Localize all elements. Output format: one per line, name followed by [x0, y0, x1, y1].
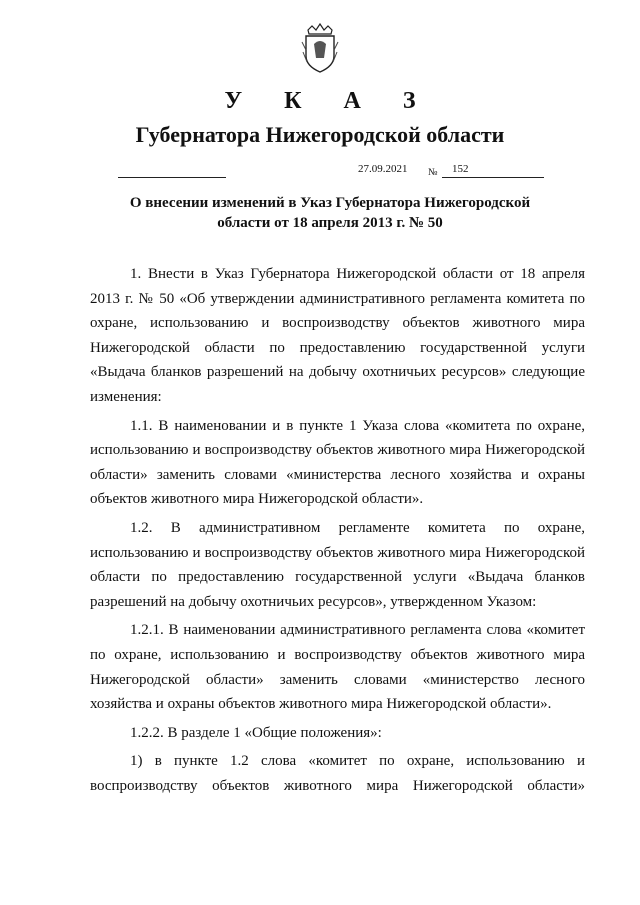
document-date: 27.09.2021	[358, 163, 408, 175]
document-heading: О внесении изменений в Указ Губернатора Нижегородской области от 18 апреля 2013 г. № 50	[129, 195, 531, 231]
paragraph-item-1: 1) в пункте 1.2 слова «комитет по охране, использованию и воспроизводству объектов животного мира Нижегородской области»	[90, 753, 585, 794]
paragraph-1-2-2: 1.2.2. В разделе 1 «Общие положения»:	[130, 724, 382, 741]
paragraph-1-1: 1.1. В наименовании и в пункте 1 Указа слова «комитета по охране, использованию и воспроизводству объектов животного мира Нижегородской области» заменить словами «министерства лесного хозяйства и охраны объектов животного мира Нижегородской области».	[90, 417, 585, 508]
number-label: №	[428, 167, 438, 178]
document-body	[90, 262, 585, 802]
signature-blank-line	[118, 177, 226, 178]
paragraph-1: 1. Внести в Указ Губернатора Нижегородской области от 18 апреля 2013 г. № 50 «Об утверждении административного регламента комитета по охране, использованию и воспроизводству объектов животного мира Нижегородской области по предоставлению государственной услуги «Выдача бланков разрешений на добычу охотничьих ресурсов» следующие изменения:	[90, 266, 585, 405]
number-blank-line	[442, 177, 544, 178]
paragraph-1-2: 1.2. В административном регламенте комитета по охране, использованию и воспроизводству объектов животного мира Нижегородской области по предоставлению государственной услуги «Выдача бланков разрешений на добычу охотничьих ресурсов», утвержденном Указом:	[90, 519, 585, 610]
document-number: 152	[452, 163, 469, 175]
paragraph-1-2-1: 1.2.1. В наименовании административного регламента слова «комитет по охране, использованию и воспроизводству объектов животного мира Нижегородской области» заменить словами «министерство лесного хозяйства и охраны объектов животного мира Нижегородской области».	[90, 622, 585, 713]
document-type-title: У К А З	[224, 88, 434, 114]
issuer-subtitle: Губернатора Нижегородской области	[135, 122, 505, 147]
coat-of-arms-emblem	[300, 22, 340, 74]
